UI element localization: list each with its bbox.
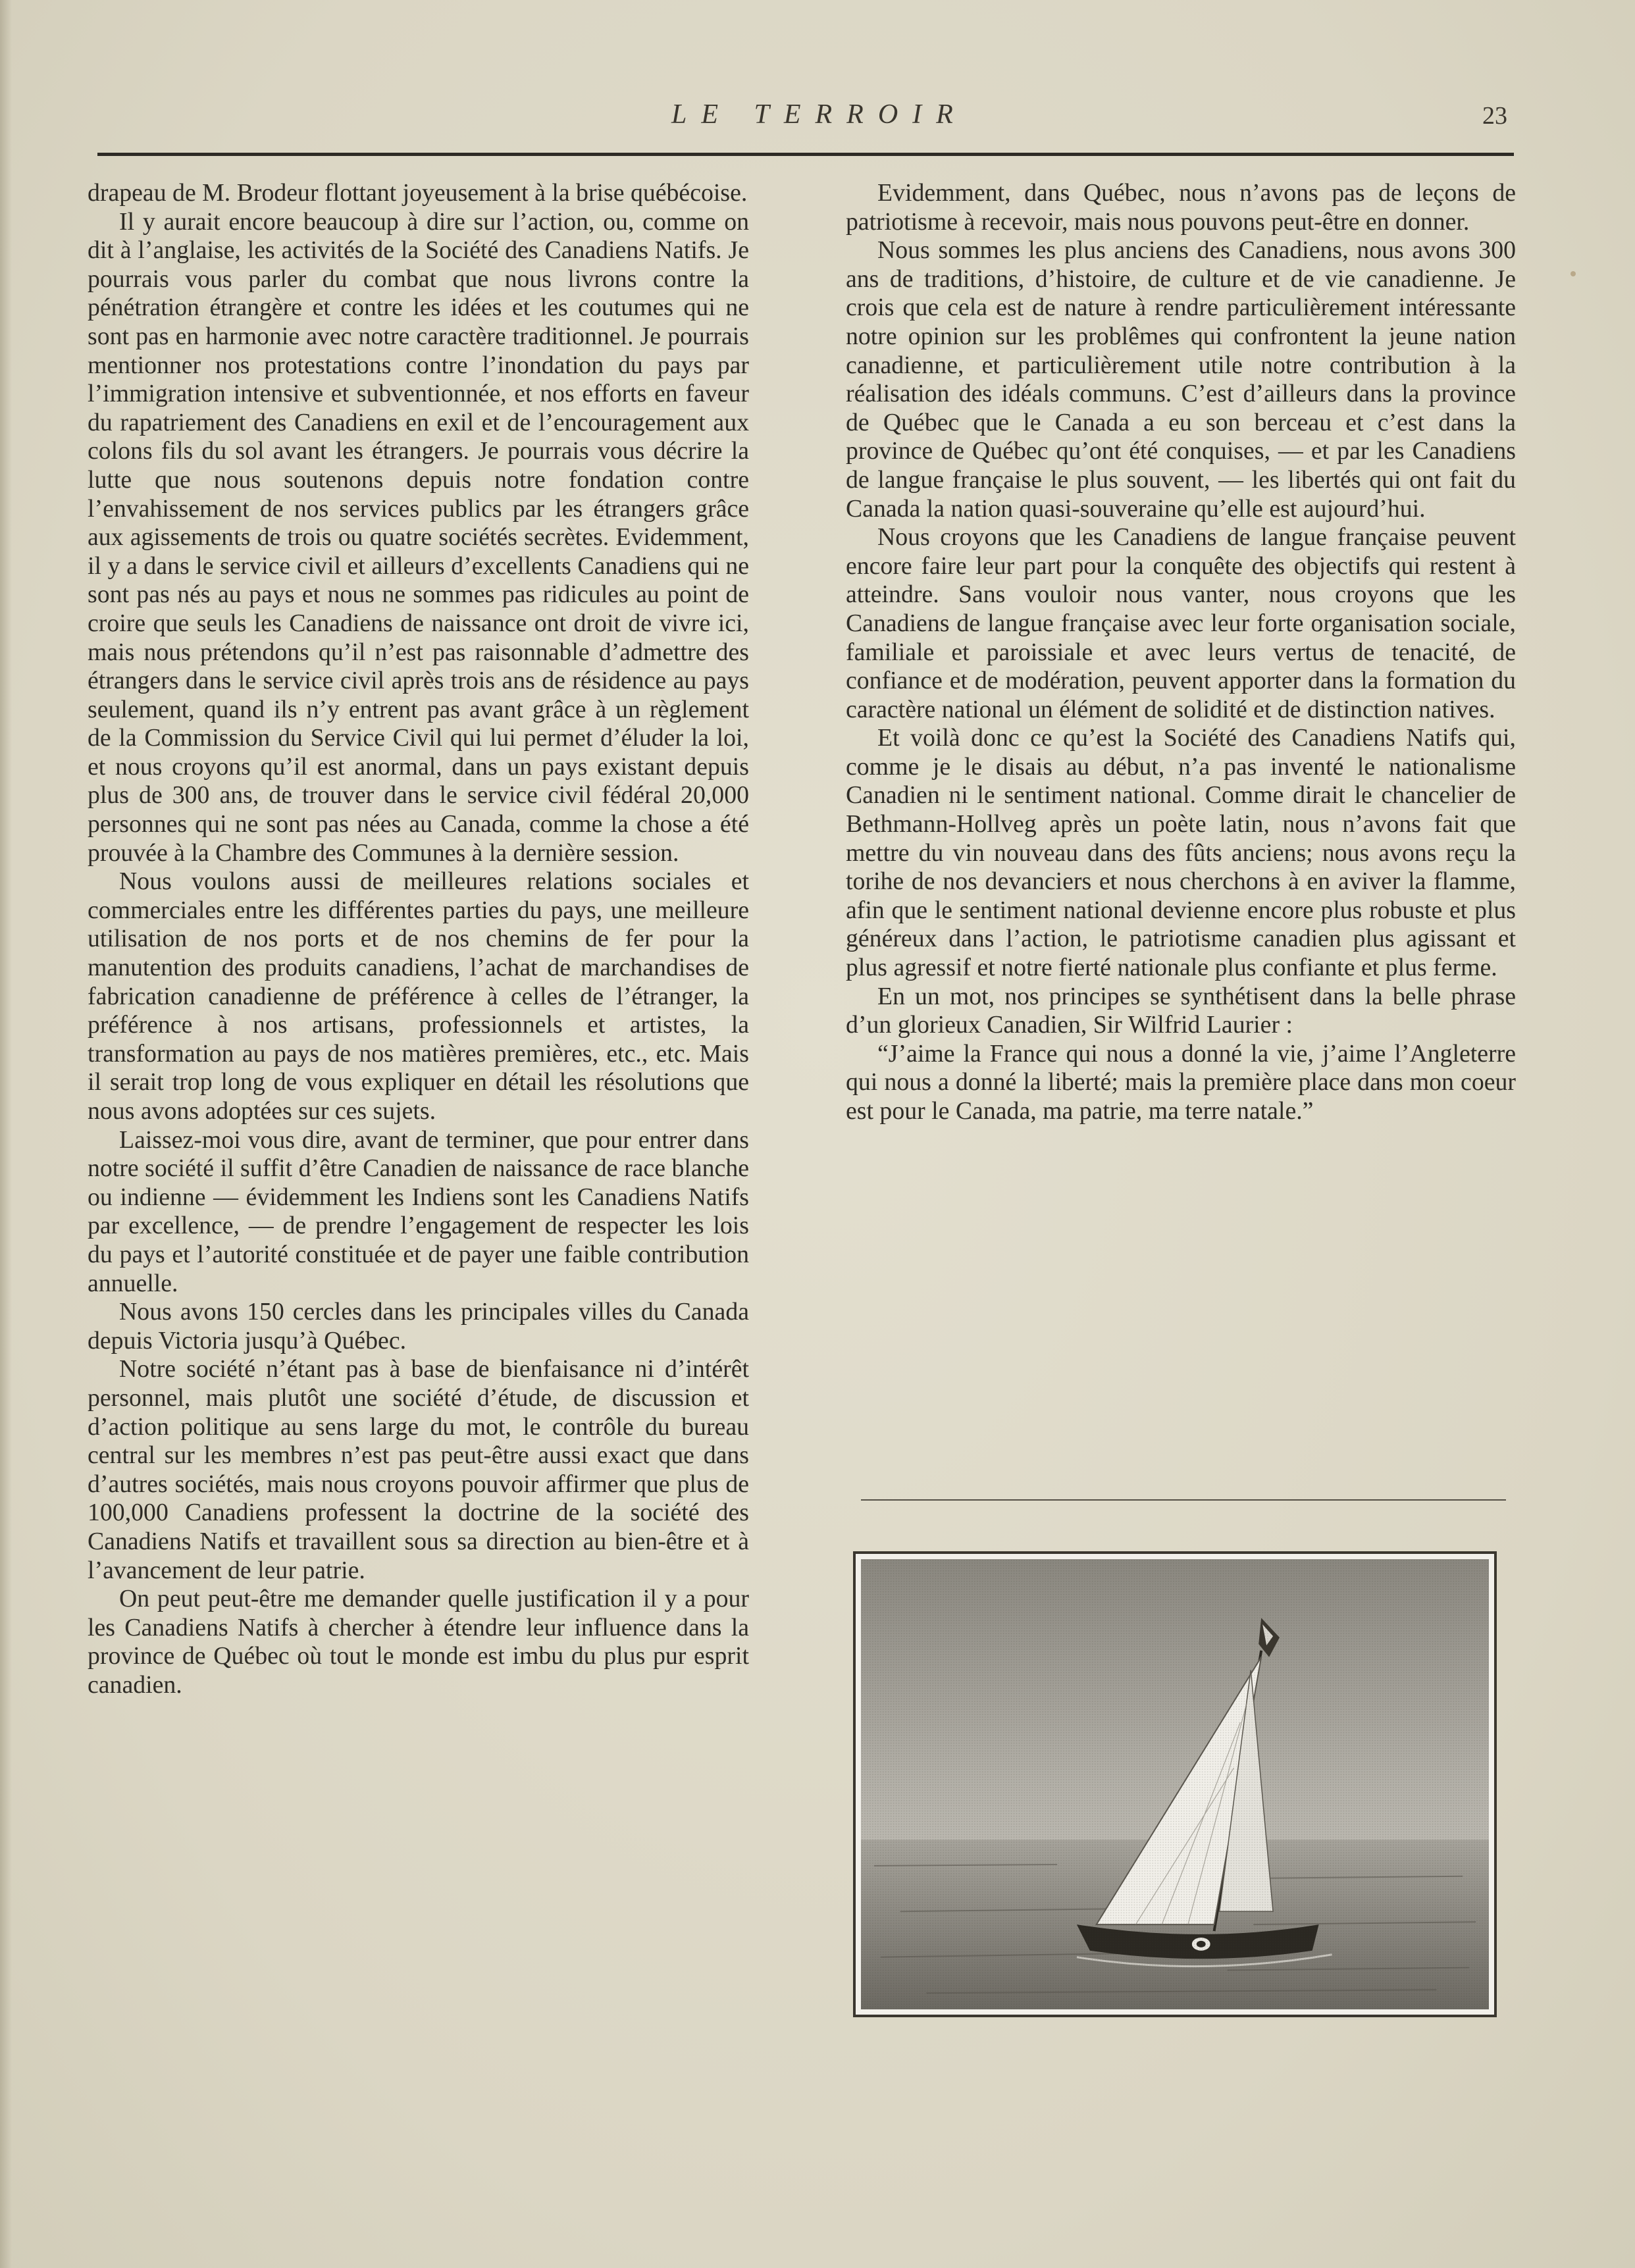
page-number: 23 [1482,102,1507,130]
running-title: LE TERROIR [671,99,968,130]
paragraph: Nous avons 150 cercles dans les principales villes du Canada depuis Victoria jusqu’à Québec. [88,1298,749,1354]
paper-speck [1570,271,1576,276]
paragraph: Nous croyons que les Canadiens de langue française peuvent encore faire leur part pour la conquête des objectifs qui restent à atteindre. Sans vouloir nous vanter, nous croyons que les Canadiens de langue française avec leur forte organisation sociale, familiale et paroissiale et avec leurs vertus de tenacité, de confiance et de modération, peuvent apporter dans la formation du caractère national un élément de solidité et de distinction natives. [846,523,1516,723]
paragraph: Laissez-moi vous dire, avant de terminer, que pour entrer dans notre société il suffit d’être Canadien de naissance de race blanche ou indienne — évidemment les Indiens sont les Canadiens Natifs par excellence, — de prendre l’engagement de respecter les lois du pays et l’autorité constituée et de payer une faible contribution annuelle. [88,1125,749,1297]
paragraph: Nous voulons aussi de meilleures relations sociales et commerciales entre les différentes parties du pays, une meilleure utilisation de nos ports et de nos chemins de fer pour la manutention des produits canadiens, l’achat de marchandises de fabrication canadienne de préférence à celles de l’étranger, la préférence à nos artisans, professionnels et artistes, la transformation au pays de nos matières premières, etc., etc. Mais il serait trop long de vous expliquer en détail les résolutions que nous avons adoptées sur ces sujets. [88,867,749,1125]
paragraph: Evidemment, dans Québec, nous n’avons pas de leçons de patriotisme à recevoir, mais nous pouvons peut-être en donner. [846,179,1516,236]
sailboat-photo-image [861,1559,1489,2009]
paragraph: Il y aurait encore beaucoup à dire sur l’action, ou, comme on dit à l’anglaise, les activités de la Société des Canadiens Natifs. Je pourrais vous parler du combat que nous livrons contre la pénétration étrangère et contre les idées et les coutumes qui ne sont pas en harmonie avec notre caractère traditionnel. Je pourrais mentionner nos protestations contre l’inondation du pays par l’immigration intensive et subventionnée, et nos efforts en faveur du rapatriement des Canadiens en exil et de l’encouragement aux colons fils du sol avant les étrangers. Je pourrais vous décrire la lutte que nous soutenons depuis notre fondation contre l’envahissement de nos services publics par les étrangers grâce aux agissements de trois ou quatre sociétés secrètes. Evidemment, il y a dans le service civil et ailleurs d’excellents Canadiens qui ne sont pas nés au pays et nous ne sommes pas ridicules au point de croire que seuls les Canadiens de naissance ont droit de vivre ici, mais nous prétendons qu’il n’est pas raisonnable d’admettre des étrangers dans le service civil après trois ans de résidence au pays seulement, quand ils n’y entrent pas avant grâce à un règlement de la Commission du Service Civil qui lui permet d’éluder la loi, et nous croyons qu’il est anormal, dans un pays existant depuis plus de 300 ans, de trouver dans le service civil fédéral 20,000 personnes qui ne sont pas nées au Canada, comme la chose a été prouvée à la Chambre des Communes à la dernière session. [88,207,749,867]
article-end-rule [861,1499,1506,1501]
paragraph: drapeau de M. Brodeur flottant joyeusement à la brise québécoise. [88,179,748,207]
laurier-quote: “J’aime la France qui nous a donné la vie, j’aime l’Angleterre qui nous a donné la liberté; mais la première place dans mon coeur est pour le Canada, ma patrie, ma terre natale.” [846,1039,1516,1125]
paragraph: Notre société n’étant pas à base de bienfaisance ni d’intérêt personnel, mais plutôt une société d’étude, de discussion et d’action politique au sens large du mot, le contrôle du bureau central sur les membres n’est pas peut-être aussi exact que dans d’autres sociétés, mais nous croyons pouvoir affirmer que plus de 100,000 Canadiens professent la doctrine de la société des Canadiens Natifs et travaillent sous sa direction au bien-être et à l’avancement de leur patrie. [88,1355,749,1584]
paragraph: Et voilà donc ce qu’est la Société des Canadiens Natifs qui, comme je le disais au début, n’a pas inventé le nationalisme Canadien ni le sentiment national. Comme dirait le chancelier de Bethmann-Hollveg après un poète latin, nous n’avons fait que mettre du vin nouveau dans des fûts anciens; nous avons reçu la torihe de nos devanciers et nous cherchons à en aviver la flamme, afin que le sentiment national devienne encore plus robuste et plus généreux dans l’action, le patriotisme canadien plus agissant et plus agressif et notre fierté nationale plus confiante et plus ferme. [846,724,1516,982]
paragraph: En un mot, nos principes se synthétisent dans la belle phrase d’un glorieux Canadien, Sir Wilfrid Laurier : [846,982,1516,1039]
running-head [0,99,1635,138]
sailboat-photo [853,1551,1497,2017]
left-column [88,179,749,1699]
paragraph: Nous sommes les plus anciens des Canadiens, nous avons 300 ans de traditions, d’histoire, de culture et de vie canadienne. Je crois que cela est de nature à rendre particulièrement intéressante notre opinion sur les problêmes qui confrontent la jeune nation canadienne, et particulièrement utile notre contribution à la réalisation des idéals communs. C’est d’ailleurs dans la province de Québec que le Canada a eu son berceau et c’est dans la province de Québec qu’ont été conquises, — et par les Canadiens de langue française le plus souvent, — les libertés qui ont fait du Canada la nation quasi-souveraine qu’elle est aujourd’hui. [846,236,1516,523]
header-rule [97,153,1514,156]
paragraph: On peut peut-être me demander quelle justification il y a pour les Canadiens Natifs à chercher à étendre leur influence dans la province de Québec où tout le monde est imbu du plus pur esprit canadien. [88,1585,749,1699]
right-column [846,179,1516,1126]
page-gutter-shadow [0,0,12,2268]
